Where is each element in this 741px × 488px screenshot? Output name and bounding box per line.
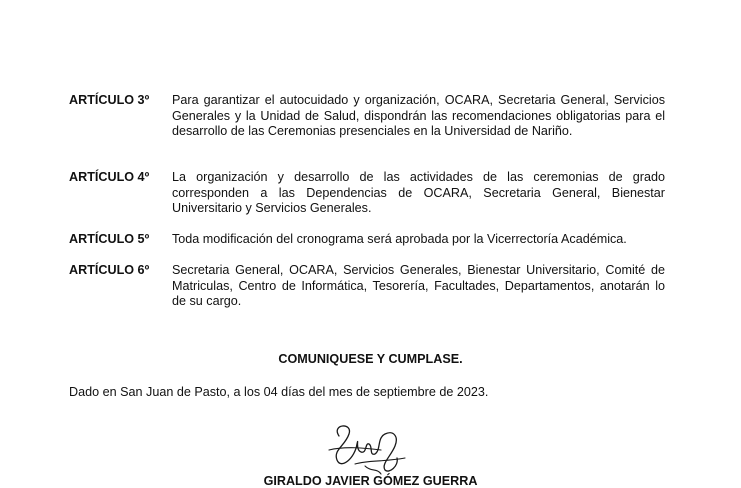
article-3-label: ARTÍCULO 3º — [69, 93, 150, 107]
article-6 — [69, 263, 665, 310]
article-6-label: ARTÍCULO 6º — [69, 263, 150, 277]
article-6-text: Secretaria General, OCARA, Servicios Generales, Bienestar Universitario, Comité de Matriculas, Centro de Informática, Tesorería, Facultades, Departamentos, anotarán lo de su cargo. — [172, 263, 665, 308]
article-4 — [69, 170, 665, 217]
closing-statement: COMUNIQUESE Y CUMPLASE. — [278, 352, 463, 366]
article-4-label: ARTÍCULO 4º — [69, 170, 150, 184]
article-3 — [69, 93, 665, 140]
date-line: Dado en San Juan de Pasto, a los 04 días del mes de septiembre de 2023. — [69, 385, 489, 399]
article-5-text: Toda modificación del cronograma será aprobada por la Vicerrectoría Académica. — [172, 232, 627, 246]
signature-image — [325, 420, 410, 478]
article-3-text: Para garantizar el autocuidado y organización, OCARA, Secretaria General, Servicios Generales y la Unidad de Salud, dispondrán las recomendaciones obligatorias para el desarrollo de las Ceremonias presenciales en la Universidad de Nariño. — [172, 93, 665, 138]
signer-name: GIRALDO JAVIER GÓMEZ GUERRA — [263, 474, 478, 488]
article-4-text: La organización y desarrollo de las actividades de las ceremonias de grado corresponden a las Dependencias de OCARA, Secretaria General, Bienestar Universitario y Servicios Generales. — [172, 170, 665, 215]
article-5 — [69, 232, 665, 248]
article-5-label: ARTÍCULO 5º — [69, 232, 150, 246]
